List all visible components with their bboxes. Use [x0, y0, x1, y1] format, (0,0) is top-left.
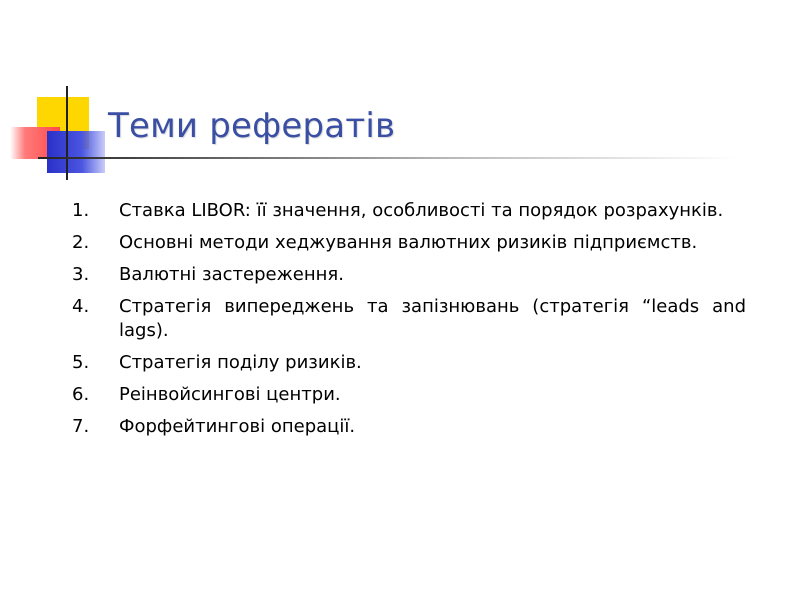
list-item-text: Валютні застереження. [119, 264, 344, 285]
slide-title: Теми рефератів [108, 106, 396, 146]
list-item-number: 2. [72, 232, 90, 253]
list-item-text: Стратегія поділу ризиків. [119, 352, 362, 373]
list-item-text: Реінвойсингові центри. [119, 384, 341, 405]
list-item-number: 3. [72, 264, 90, 285]
list-item-number: 1. [72, 200, 90, 221]
title-underline [38, 157, 738, 159]
list-item-number: 4. [72, 296, 90, 317]
list-item-number: 5. [72, 352, 90, 373]
logo-blue-square [47, 131, 105, 173]
logo-vertical-line [66, 86, 68, 180]
list-item [72, 231, 746, 255]
list-item-number: 7. [72, 416, 90, 437]
list-item [72, 351, 746, 375]
list-item [72, 263, 746, 287]
list-item-text: Форфейтингові операції. [119, 416, 356, 437]
list-item [72, 199, 746, 223]
list-item-text: Стратегія випереджень та запізнювань (стратегія “leads and lags). [119, 296, 746, 341]
list-item-number: 6. [72, 384, 90, 405]
slide-logo-decoration [0, 0, 120, 190]
list-item-text: Основні методи хеджування валютних ризиків підприємств. [119, 232, 698, 253]
topics-list [72, 199, 746, 447]
list-item [72, 415, 746, 439]
list-item-text: Ставка LIBOR: її значення, особливості та порядок розрахунків. [119, 200, 724, 221]
list-item [72, 383, 746, 407]
list-item [72, 295, 746, 343]
